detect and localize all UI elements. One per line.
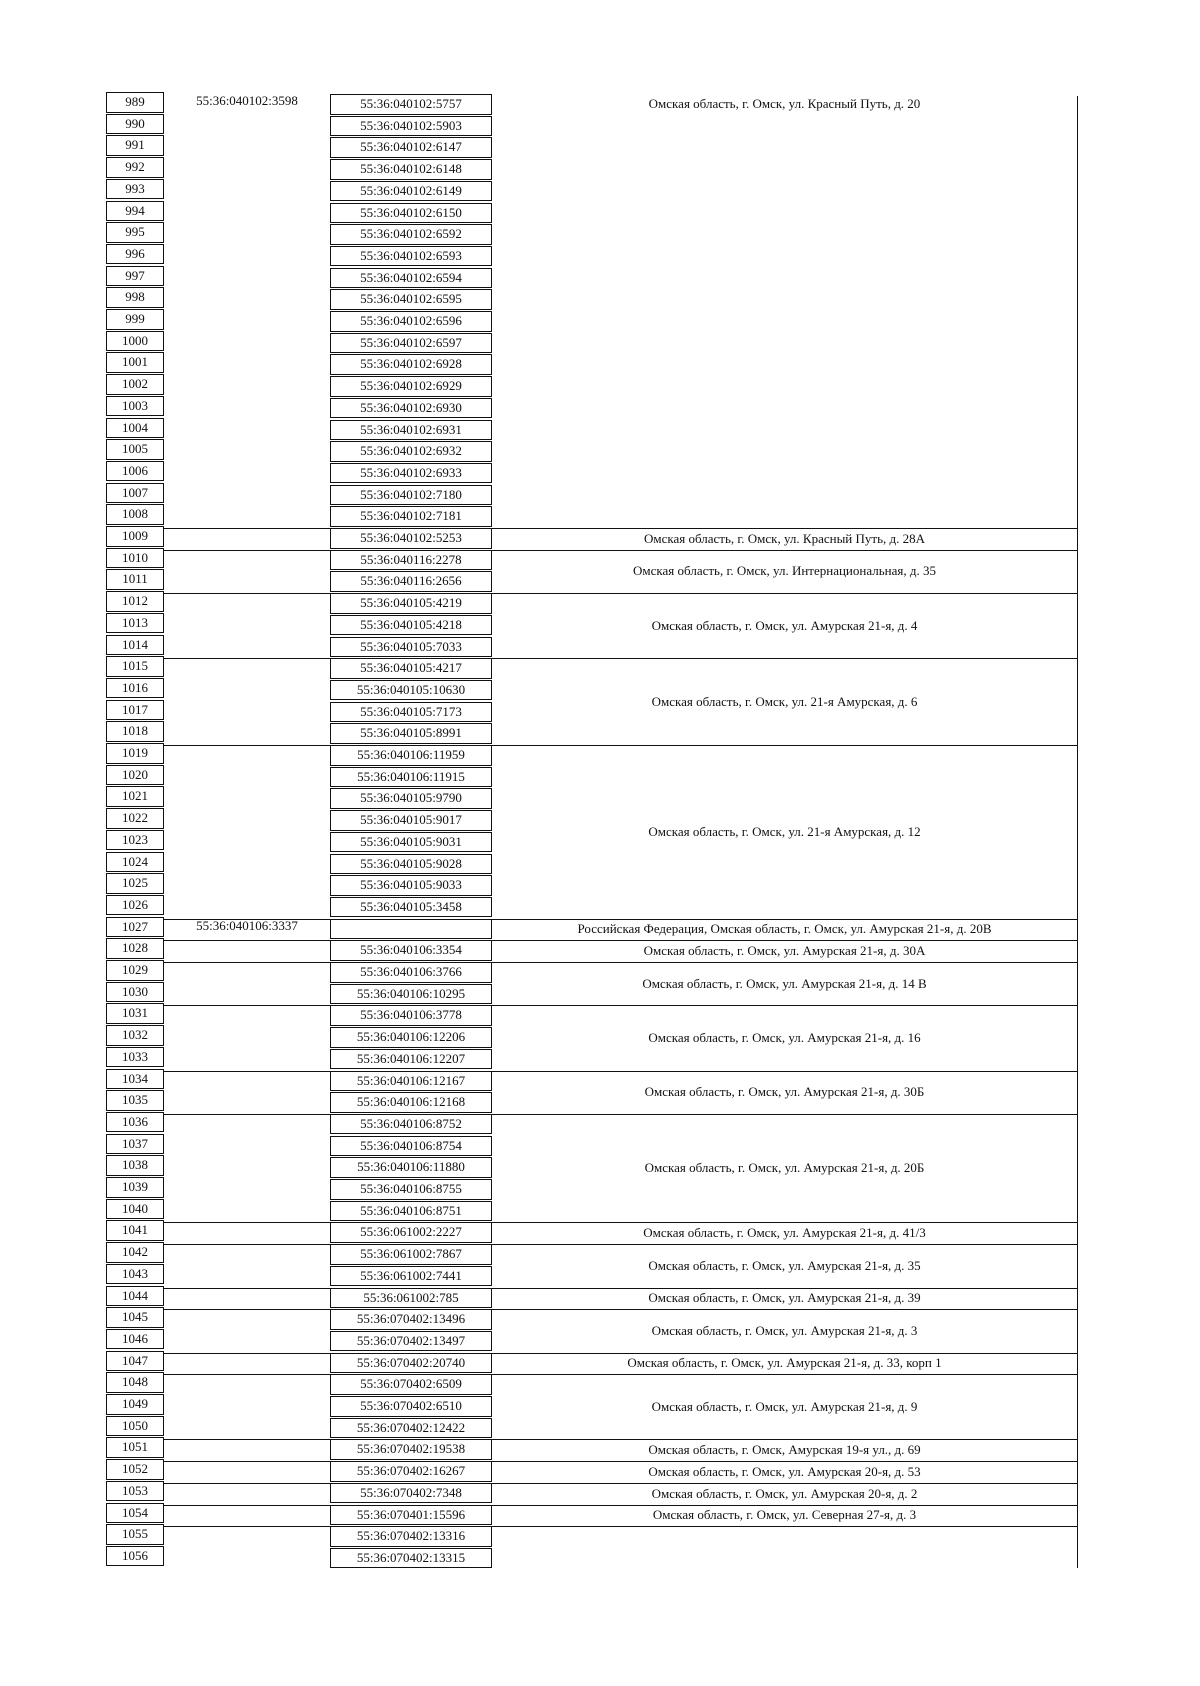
row-number: 1002 xyxy=(106,374,164,395)
row-number: 1056 xyxy=(106,1546,164,1567)
cadastral-number: 55:36:040105:7033 xyxy=(330,637,492,658)
address-text: Омская область, г. Омск, ул. Северная 27-я, д. 3 xyxy=(652,1507,917,1523)
row-number: 989 xyxy=(106,92,164,113)
cadastral-number: 55:36:040102:6595 xyxy=(330,289,492,310)
cadastral-number: 55:36:040102:6147 xyxy=(330,137,492,158)
cadastral-number: 55:36:040102:6928 xyxy=(330,354,492,375)
address-cell xyxy=(492,1353,1077,1375)
address-cell xyxy=(492,1374,1077,1439)
row-number: 1044 xyxy=(106,1286,164,1307)
address-text: Омская область, г. Омск, ул. Красный Путь, д. 20 xyxy=(648,96,921,111)
address-text: Омская область, г. Омск, ул. Амурская 20-я, д. 2 xyxy=(651,1485,918,1501)
cadastral-number: 55:36:040116:2656 xyxy=(330,571,492,592)
row-number: 1007 xyxy=(106,483,164,504)
address-text: Омская область, г. Омск, ул. Амурская 21-я, д. 35 xyxy=(648,1257,921,1273)
row-number: 1011 xyxy=(106,569,164,590)
cadastral-number: 55:36:040106:3354 xyxy=(330,940,492,961)
row-number: 1003 xyxy=(106,396,164,417)
row-number: 1037 xyxy=(106,1134,164,1155)
address-text: Омская область, г. Омск, ул. Амурская 21-я, д. 14 В xyxy=(642,975,927,991)
cadastral-number: 55:36:070402:6509 xyxy=(330,1374,492,1395)
address-text: Омская область, г. Омск, ул. Амурская 20-я, д. 53 xyxy=(648,1463,921,1479)
address-cell xyxy=(492,593,1077,658)
cadastral-number: 55:36:040102:7181 xyxy=(330,506,492,527)
address-cell xyxy=(492,962,1077,1005)
row-number: 1000 xyxy=(106,331,164,352)
row-number: 1053 xyxy=(106,1481,164,1502)
cadastral-number: 55:36:040106:10295 xyxy=(330,984,492,1005)
cadastral-number: 55:36:040102:6150 xyxy=(330,203,492,224)
cadastral-number: 55:36:040102:6596 xyxy=(330,311,492,332)
row-number: 1010 xyxy=(106,548,164,569)
cadastral-number: 55:36:040106:12167 xyxy=(330,1071,492,1092)
address-text: Российская Федерация, Омская область, г. Омск, ул. Амурская 21-я, д. 20В xyxy=(577,921,992,937)
cadastral-number: 55:36:040105:9790 xyxy=(330,788,492,809)
cadastral-number: 55:36:061002:785 xyxy=(330,1288,492,1309)
address-text: Омская область, г. Омск, Амурская 19-я ул., д. 69 xyxy=(648,1442,921,1458)
address-text: Омская область, г. Омск, ул. Амурская 21-я, д. 30Б xyxy=(644,1084,925,1100)
row-number: 1015 xyxy=(106,656,164,677)
cadastral-number: 55:36:040105:9028 xyxy=(330,854,492,875)
address-text: Омская область, г. Омск, ул. Амурская 21-я, д. 41/3 xyxy=(643,1225,926,1241)
row-number: 1034 xyxy=(106,1069,164,1090)
cadastral-number: 55:36:040106:8754 xyxy=(330,1136,492,1157)
cadastral-number: 55:36:040106:11915 xyxy=(330,767,492,788)
cadastral-number: 55:36:040102:6931 xyxy=(330,420,492,441)
parent-cadastral-number: 55:36:040102:3598 xyxy=(196,93,298,108)
cadastral-number: 55:36:040105:8991 xyxy=(330,723,492,744)
cadastral-number: 55:36:040106:3766 xyxy=(330,962,492,983)
row-number: 1017 xyxy=(106,700,164,721)
address-text: Омская область, г. Омск, ул. Интернациональная, д. 35 xyxy=(633,563,936,579)
cadastral-number: 55:36:040106:12168 xyxy=(330,1092,492,1113)
cadastral-number: 55:36:040102:6932 xyxy=(330,441,492,462)
cadastral-number: 55:36:040106:12207 xyxy=(330,1049,492,1070)
cadastral-number: 55:36:040102:6593 xyxy=(330,246,492,267)
row-number: 993 xyxy=(106,179,164,200)
address-text: Омская область, г. Омск, ул. Амурская 21-я, д. 20Б xyxy=(644,1160,925,1176)
row-number: 1048 xyxy=(106,1372,164,1393)
address-text: Омская область, г. Омск, ул. Амурская 21-я, д. 3 xyxy=(651,1322,918,1338)
cadastral-number: 55:36:040106:8755 xyxy=(330,1179,492,1200)
cadastral-number: 55:36:040105:3458 xyxy=(330,897,492,918)
row-number: 1052 xyxy=(106,1459,164,1480)
address-cell xyxy=(492,1526,1077,1569)
cadastral-number: 55:36:040105:10630 xyxy=(330,680,492,701)
address-cell xyxy=(492,528,1077,550)
cadastral-number xyxy=(330,919,492,940)
row-number: 999 xyxy=(106,309,164,330)
row-number: 1021 xyxy=(106,786,164,807)
row-number: 1029 xyxy=(106,960,164,981)
row-number: 1054 xyxy=(106,1503,164,1524)
cadastral-number: 55:36:070402:20740 xyxy=(330,1353,492,1374)
row-number: 1027 xyxy=(106,917,164,938)
row-number: 1020 xyxy=(106,765,164,786)
row-number: 1039 xyxy=(106,1177,164,1198)
address-cell xyxy=(492,1005,1077,1070)
cadastral-number: 55:36:040106:8752 xyxy=(330,1114,492,1135)
row-number: 1026 xyxy=(106,895,164,916)
address-text: Омская область, г. Омск, ул. Амурская 21-я, д. 39 xyxy=(648,1290,921,1306)
row-number: 995 xyxy=(106,222,164,243)
cadastral-number: 55:36:040102:6594 xyxy=(330,268,492,289)
cadastral-number: 55:36:040116:2278 xyxy=(330,550,492,571)
row-number: 1031 xyxy=(106,1003,164,1024)
address-text: Омская область, г. Омск, ул. Амурская 21-я, д. 16 xyxy=(648,1029,921,1045)
cadastral-number: 55:36:061002:2227 xyxy=(330,1222,492,1243)
address-cell xyxy=(492,919,1077,941)
cadastral-number: 55:36:040102:5757 xyxy=(330,94,492,115)
cadastral-number: 55:36:040102:5903 xyxy=(330,116,492,137)
row-number: 1041 xyxy=(106,1220,164,1241)
row-number: 1046 xyxy=(106,1329,164,1350)
row-number: 1008 xyxy=(106,504,164,525)
address-cell xyxy=(492,94,1077,530)
row-number: 1019 xyxy=(106,743,164,764)
table-right-border xyxy=(1077,96,1078,1568)
row-number: 1050 xyxy=(106,1416,164,1437)
address-text: Омская область, г. Омск, ул. Амурская 21-я, д. 9 xyxy=(651,1398,918,1414)
row-number: 1001 xyxy=(106,352,164,373)
cadastral-number: 55:36:070402:19538 xyxy=(330,1439,492,1460)
cadastral-number: 55:36:040105:4218 xyxy=(330,615,492,636)
cadastral-number: 55:36:070402:6510 xyxy=(330,1396,492,1417)
cadastral-number: 55:36:040106:8751 xyxy=(330,1201,492,1222)
row-number: 1032 xyxy=(106,1025,164,1046)
address-cell xyxy=(492,1222,1077,1244)
row-number: 1028 xyxy=(106,938,164,959)
address-cell xyxy=(492,1071,1077,1114)
row-number: 992 xyxy=(106,157,164,178)
cadastral-number: 55:36:040102:6149 xyxy=(330,181,492,202)
address-cell xyxy=(492,658,1077,745)
cadastral-number: 55:36:070402:13315 xyxy=(330,1548,492,1569)
cadastral-number: 55:36:070402:13496 xyxy=(330,1309,492,1330)
address-cell xyxy=(492,1439,1077,1461)
address-cell xyxy=(492,1483,1077,1505)
address-text: Омская область, г. Омск, ул. Амурская 21-я, д. 30А xyxy=(643,943,926,959)
cadastral-number: 55:36:040102:5253 xyxy=(330,528,492,549)
address-cell xyxy=(492,1461,1077,1483)
cadastral-number: 55:36:040106:11959 xyxy=(330,745,492,766)
cadastral-number: 55:36:040106:11880 xyxy=(330,1157,492,1178)
parent-cadastral-number: 55:36:040106:3337 xyxy=(196,917,298,933)
cadastral-number: 55:36:040105:9033 xyxy=(330,875,492,896)
row-number: 1014 xyxy=(106,635,164,656)
address-cell xyxy=(492,1114,1077,1223)
address-text: Омская область, г. Омск, ул. 21-я Амурская, д. 6 xyxy=(651,693,918,709)
address-text: Омская область, г. Омск, ул. Амурская 21-я, д. 33, корп 1 xyxy=(627,1355,942,1371)
row-number: 1022 xyxy=(106,808,164,829)
cadastral-number: 55:36:040102:6592 xyxy=(330,224,492,245)
row-number: 991 xyxy=(106,135,164,156)
row-number: 1047 xyxy=(106,1351,164,1372)
address-text: Омская область, г. Омск, ул. Амурская 21-я, д. 4 xyxy=(651,617,918,633)
row-number: 1045 xyxy=(106,1307,164,1328)
cadastral-number: 55:36:040105:4217 xyxy=(330,658,492,679)
row-number: 1025 xyxy=(106,873,164,894)
cadastral-number: 55:36:070402:13316 xyxy=(330,1526,492,1547)
cadastral-number: 55:36:070401:15596 xyxy=(330,1505,492,1526)
row-number: 1038 xyxy=(106,1155,164,1176)
row-number: 1049 xyxy=(106,1394,164,1415)
row-number: 1042 xyxy=(106,1242,164,1263)
address-text: Омская область, г. Омск, ул. Красный Путь, д. 28А xyxy=(643,530,926,546)
row-number: 1030 xyxy=(106,982,164,1003)
cadastral-number: 55:36:040106:3778 xyxy=(330,1005,492,1026)
row-number: 1036 xyxy=(106,1112,164,1133)
address-cell xyxy=(492,1309,1077,1352)
row-number: 1012 xyxy=(106,591,164,612)
cadastral-number: 55:36:040102:6148 xyxy=(330,159,492,180)
row-number: 1013 xyxy=(106,613,164,634)
cadastral-number: 55:36:070402:12422 xyxy=(330,1418,492,1439)
address-cell xyxy=(492,745,1077,919)
row-number: 1016 xyxy=(106,678,164,699)
row-number: 1006 xyxy=(106,461,164,482)
row-number: 1033 xyxy=(106,1047,164,1068)
cadastral-number: 55:36:061002:7867 xyxy=(330,1244,492,1265)
row-number: 1004 xyxy=(106,418,164,439)
cadastral-number: 55:36:040102:6930 xyxy=(330,398,492,419)
cadastral-number: 55:36:040105:4219 xyxy=(330,593,492,614)
cadastral-number: 55:36:040102:7180 xyxy=(330,485,492,506)
address-cell xyxy=(492,550,1077,593)
row-number: 996 xyxy=(106,244,164,265)
cadastral-number: 55:36:070402:7348 xyxy=(330,1483,492,1504)
address-cell xyxy=(492,1288,1077,1310)
cadastral-number: 55:36:070402:16267 xyxy=(330,1461,492,1482)
cadastral-number: 55:36:040102:6929 xyxy=(330,376,492,397)
row-number: 1043 xyxy=(106,1264,164,1285)
row-number: 1055 xyxy=(106,1524,164,1545)
address-cell xyxy=(492,1244,1077,1287)
cadastral-number: 55:36:061002:7441 xyxy=(330,1266,492,1287)
row-number: 1035 xyxy=(106,1090,164,1111)
cadastral-number: 55:36:040102:6597 xyxy=(330,333,492,354)
row-number: 1018 xyxy=(106,721,164,742)
cadastral-number: 55:36:040102:6933 xyxy=(330,463,492,484)
cadastral-number: 55:36:040106:12206 xyxy=(330,1027,492,1048)
address-cell xyxy=(492,1505,1077,1527)
cadastral-number: 55:36:040105:7173 xyxy=(330,702,492,723)
cadastral-number: 55:36:040105:9017 xyxy=(330,810,492,831)
cadastral-number: 55:36:040105:9031 xyxy=(330,832,492,853)
row-number: 1024 xyxy=(106,852,164,873)
cadastral-number: 55:36:070402:13497 xyxy=(330,1331,492,1352)
row-number: 1040 xyxy=(106,1199,164,1220)
row-number: 1023 xyxy=(106,830,164,851)
row-number: 998 xyxy=(106,287,164,308)
row-number: 994 xyxy=(106,201,164,222)
row-number: 1051 xyxy=(106,1437,164,1458)
row-number: 1009 xyxy=(106,526,164,547)
address-text: Омская область, г. Омск, ул. 21-я Амурская, д. 12 xyxy=(648,823,921,839)
row-number: 990 xyxy=(106,114,164,135)
row-number: 1005 xyxy=(106,439,164,460)
row-number: 997 xyxy=(106,266,164,287)
address-cell xyxy=(492,940,1077,962)
